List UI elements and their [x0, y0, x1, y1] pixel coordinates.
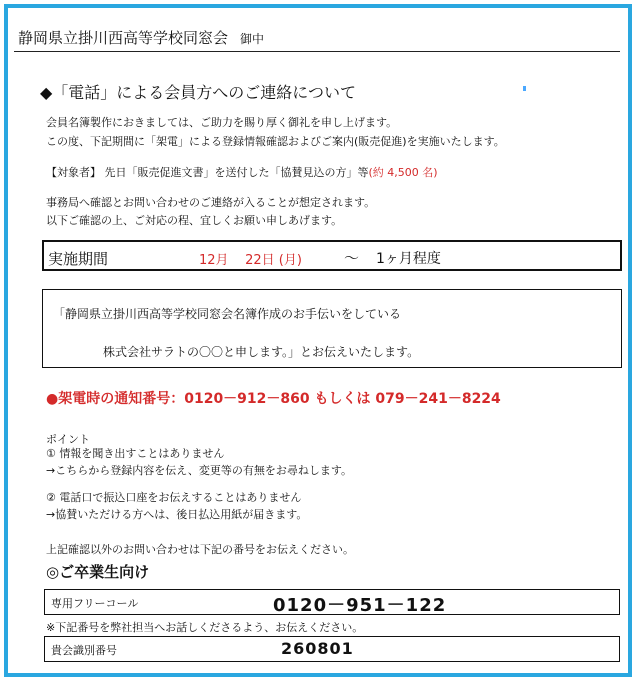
- period-date: [199, 249, 302, 268]
- period-month: 12月: [199, 253, 229, 268]
- freecall-number: 0120－951－122: [273, 595, 447, 616]
- page-title: [18, 27, 264, 48]
- honorific: 御中: [240, 32, 265, 46]
- script-line-1: 「静岡県立掛川西高等学校同窓会名簿作成のお手伝いをしている: [53, 307, 402, 321]
- org-name: 静岡県立掛川西高等学校同窓会: [18, 29, 229, 47]
- red-bullet-icon: ●: [46, 391, 59, 407]
- target-count: (約 4,500 名): [368, 166, 438, 179]
- period-weekday: (月): [278, 253, 302, 268]
- freecall-row: [44, 589, 620, 615]
- marker-dot: [523, 86, 526, 91]
- point-2-detail: →協賛いただける方へは、後日払込用紙が届きます。: [46, 508, 308, 521]
- title-underline: [14, 51, 620, 52]
- other-inquiries: 上記確認以外のお問い合わせは下記の番号をお伝えください。: [46, 543, 354, 556]
- contact-line-2: 以下ご確認の上、ご対応の程、宜しくお願い申しあげます。: [46, 214, 343, 227]
- notification-text: 架電時の通知番号：0120－912－860 もしくは 079－241－8224: [58, 391, 501, 407]
- id-label: 貴会識別番号: [51, 644, 117, 657]
- id-row: [44, 636, 620, 662]
- period-box: [42, 240, 622, 271]
- point-1: ① 情報を聞き出すことはありません: [46, 447, 225, 460]
- script-line-2: 株式会社サラトの〇〇と申します。」とお伝えいたします。: [103, 345, 420, 359]
- id-number: 260801: [281, 639, 354, 658]
- period-tilde: ～: [344, 249, 360, 267]
- contact-line-1: 事務局へ確認とお問い合わせのご連絡が入ることが想定されます。: [46, 196, 376, 209]
- period-day: 22日: [245, 253, 275, 268]
- point-1-detail: →こちらから登録内容を伝え、変更等の有無をお尋ねします。: [46, 464, 352, 477]
- intro-line-2: この度、下記期間に「架電」による登録情報確認およびご案内(販売促進)を実施いたします。: [46, 135, 505, 148]
- freecall-label: 専用フリーコール: [51, 597, 139, 610]
- graduates-heading: ◎ご卒業生向け: [46, 563, 150, 581]
- intro-line-1: 会員名簿製作におきましては、ご助力を賜り厚く御礼を申し上げます。: [46, 116, 398, 129]
- notification-number: [46, 388, 501, 408]
- script-box: [42, 289, 622, 368]
- point-2: ② 電話口で振込口座をお伝えすることはありません: [46, 491, 302, 504]
- period-label: 実施期間: [48, 250, 109, 268]
- graduates-note: ※下記番号を弊社担当へお話しくださるよう、お伝えください。: [46, 621, 364, 634]
- section-heading: ◆「電話」による会員方へのご連絡について: [40, 83, 356, 102]
- points-title: ポイント: [46, 433, 90, 446]
- target-line: [46, 164, 438, 180]
- target-text: 【対象者】 先日「販売促進文書」を送付した「協賛見込の方」等: [46, 166, 369, 179]
- period-duration: 1ヶ月程度: [376, 251, 441, 267]
